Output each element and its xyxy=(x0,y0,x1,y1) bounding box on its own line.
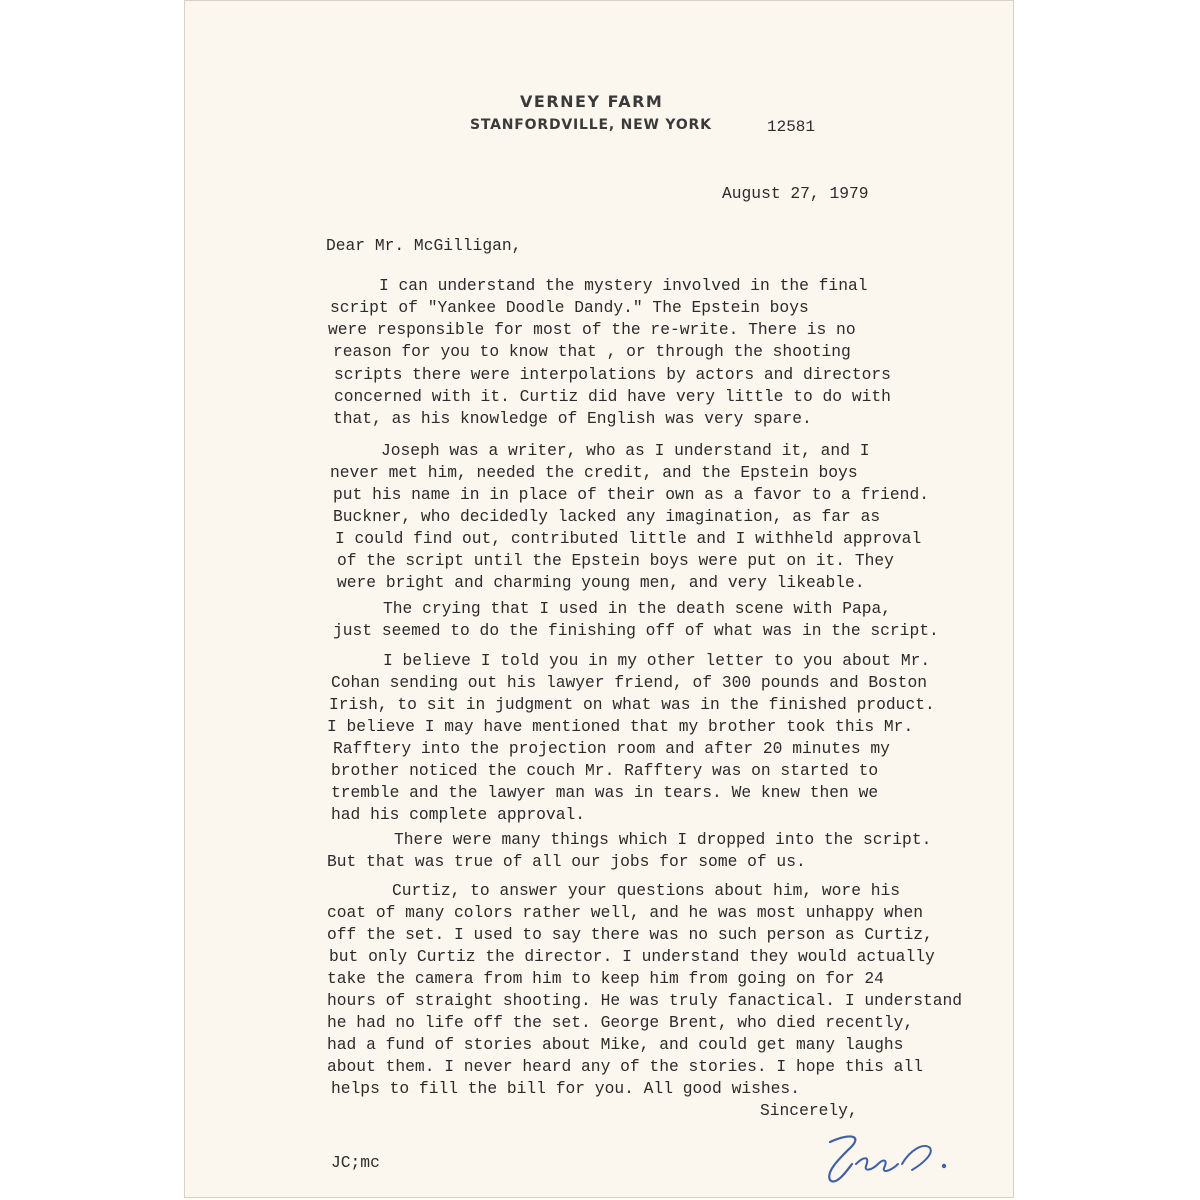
body-line: hours of straight shooting. He was truly fanactical. I understand xyxy=(327,991,963,1010)
body-line: Rafftery into the projection room and after 20 minutes my xyxy=(333,739,890,758)
body-line: reason for you to know that , or through the shooting xyxy=(333,342,851,361)
body-line: take the camera from him to keep him from going on for 24 xyxy=(327,969,884,988)
body-line: Cohan sending out his lawyer friend, of 300 pounds and Boston xyxy=(331,673,927,692)
body-line: he had no life off the set. George Brent, who died recently, xyxy=(327,1013,914,1032)
body-line: script of "Yankee Doodle Dandy." The Epstein boys xyxy=(330,298,809,317)
signature xyxy=(812,1120,962,1190)
body-line: off the set. I used to say there was no such person as Curtiz, xyxy=(327,925,933,944)
body-line: had a fund of stories about Mike, and could get many laughs xyxy=(327,1035,904,1054)
body-line: but only Curtiz the director. I understand they would actually xyxy=(329,947,935,966)
body-line: Curtiz, to answer your questions about him, wore his xyxy=(392,881,901,900)
typist-initials: JC;mc xyxy=(331,1153,380,1172)
body-line: Buckner, who decidedly lacked any imagination, as far as xyxy=(333,507,881,526)
salutation: Dear Mr. McGilligan, xyxy=(326,236,522,255)
body-line: I could find out, contributed little and I withheld approval xyxy=(335,529,922,548)
letterhead-address: STANFORDVILLE, NEW YORK xyxy=(470,117,712,133)
body-line: concerned with it. Curtiz did have very little to do with xyxy=(334,387,891,406)
letterhead-name: VERNEY FARM xyxy=(520,92,664,111)
body-line: put his name in in place of their own as a favor to a friend. xyxy=(333,485,929,504)
body-line: Irish, to sit in judgment on what was in the finished product. xyxy=(329,695,935,714)
body-line: about them. I never heard any of the stories. I hope this all xyxy=(327,1057,923,1076)
body-line: Joseph was a writer, who as I understand it, and I xyxy=(381,441,870,460)
body-line: never met him, needed the credit, and the Epstein boys xyxy=(330,463,858,482)
body-line: I can understand the mystery involved in the final xyxy=(379,276,868,295)
body-line: But that was true of all our jobs for some of us. xyxy=(327,852,806,871)
body-line: had his complete approval. xyxy=(331,805,586,824)
body-line: were responsible for most of the re-write. There is no xyxy=(328,320,856,339)
body-line: tremble and the lawyer man was in tears. We knew then we xyxy=(331,783,879,802)
closing: Sincerely, xyxy=(760,1101,858,1120)
letterhead-zip: 12581 xyxy=(767,118,816,136)
body-line: coat of many colors rather well, and he was most unhappy when xyxy=(327,903,923,922)
body-line: The crying that I used in the death scene with Papa, xyxy=(383,599,892,618)
body-line: There were many things which I dropped into the script. xyxy=(394,830,932,849)
body-line: scripts there were interpolations by actors and directors xyxy=(334,365,891,384)
body-line: of the script until the Epstein boys were put on it. They xyxy=(337,551,894,570)
body-line: were bright and charming young men, and very likeable. xyxy=(337,573,865,592)
body-line: brother noticed the couch Mr. Rafftery was on started to xyxy=(331,761,879,780)
letter-date: August 27, 1979 xyxy=(722,184,869,203)
body-line: I believe I told you in my other letter to you about Mr. xyxy=(383,651,931,670)
body-line: that, as his knowledge of English was very spare. xyxy=(333,409,812,428)
body-line: helps to fill the bill for you. All good wishes. xyxy=(331,1079,800,1098)
body-line: I believe I may have mentioned that my brother took this Mr. xyxy=(327,717,914,736)
body-line: just seemed to do the finishing off of what was in the script. xyxy=(333,621,939,640)
